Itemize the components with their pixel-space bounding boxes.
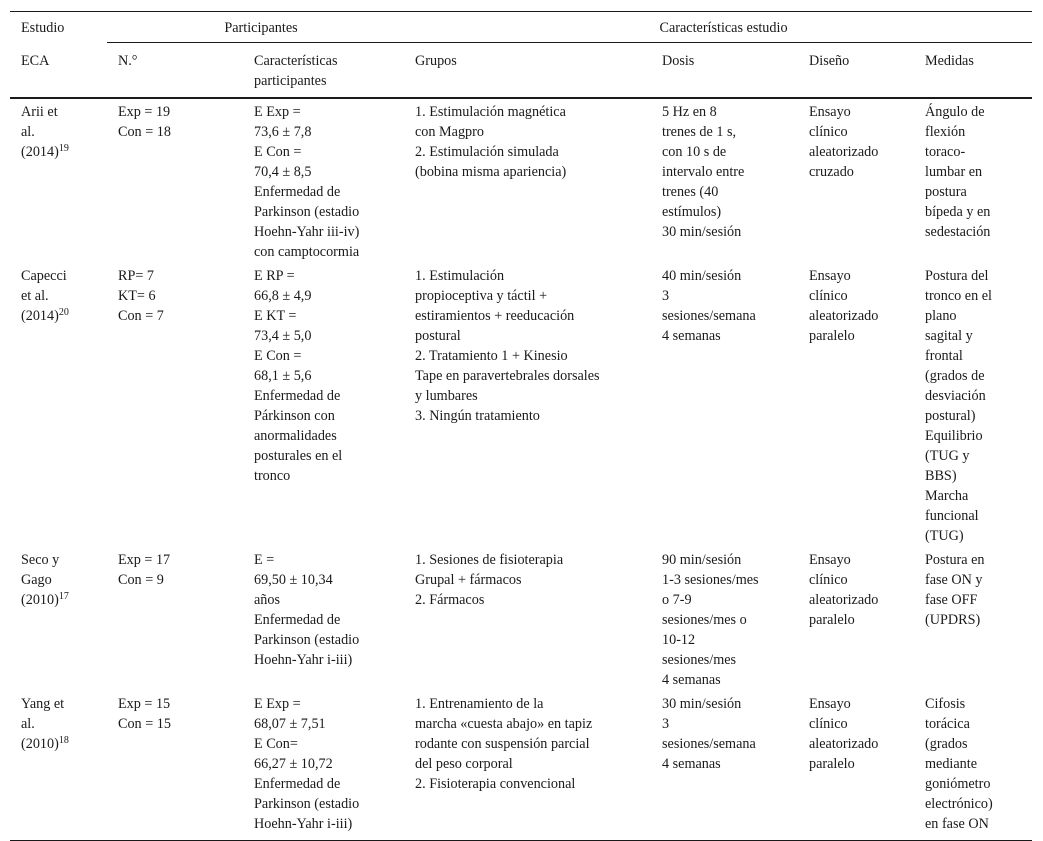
caracteristicas-line: E RP = bbox=[254, 268, 295, 284]
dosis-line: o 7-9 bbox=[662, 592, 692, 608]
caracteristicas-line: Hoehn-Yahr i-iii) bbox=[254, 816, 353, 832]
medidas-line: (TUG y bbox=[925, 448, 970, 464]
grupos-line: 1. Estimulación bbox=[415, 268, 505, 284]
header-dosis: Dosis bbox=[651, 43, 798, 99]
diseno-line: clínico bbox=[809, 716, 848, 732]
medidas-line: torácica bbox=[925, 716, 970, 732]
caracteristicas-line: E Exp = bbox=[254, 696, 301, 712]
table-row bbox=[10, 691, 1032, 841]
caracteristicas-line: tronco bbox=[254, 468, 291, 484]
caracteristicas-line: 70,4 ± 8,5 bbox=[254, 164, 312, 180]
header-medidas: Medidas bbox=[914, 43, 1032, 99]
diseno-line: paralelo bbox=[809, 756, 855, 772]
n-line: KT= 6 bbox=[118, 288, 156, 304]
medidas-line: (TUG) bbox=[925, 528, 964, 544]
medidas-line: Ángulo de bbox=[925, 104, 985, 120]
medidas-line: toraco- bbox=[925, 144, 966, 160]
n-line: Exp = 19 bbox=[118, 104, 171, 120]
header-n: N.° bbox=[107, 43, 243, 99]
grupos-line: postural bbox=[415, 328, 461, 344]
caracteristicas-line: 69,50 ± 10,34 bbox=[254, 572, 333, 588]
grupos-line: 2. Fisioterapia convencional bbox=[415, 776, 576, 792]
diseno-line: clínico bbox=[809, 572, 848, 588]
caracteristicas-line: anormalidades bbox=[254, 428, 337, 444]
caracteristicas-line: E Con = bbox=[254, 348, 302, 364]
studies-table bbox=[10, 11, 1032, 841]
estudio-year-line bbox=[21, 142, 107, 162]
caracteristicas-line: Hoehn-Yahr i-iii) bbox=[254, 652, 353, 668]
dosis-line: intervalo entre bbox=[662, 164, 745, 180]
grupos-line: rodante con suspensión parcial bbox=[415, 736, 590, 752]
diseno-line: cruzado bbox=[809, 164, 854, 180]
dosis-line: con 10 s de bbox=[662, 144, 727, 160]
dosis-line: 5 Hz en 8 bbox=[662, 104, 717, 120]
reference-number: 20 bbox=[58, 307, 69, 318]
estudio-line: Capecci bbox=[21, 268, 67, 284]
medidas-line: fase OFF bbox=[925, 592, 978, 608]
dosis-line: 30 min/sesión bbox=[662, 224, 742, 240]
caracteristicas-line: Párkinson con bbox=[254, 408, 335, 424]
caracteristicas-line: Hoehn-Yahr iii-iv) bbox=[254, 224, 360, 240]
dosis-line: sesiones/semana bbox=[662, 308, 756, 324]
header-diseno: Diseño bbox=[798, 43, 914, 99]
medidas-line: postural) bbox=[925, 408, 976, 424]
medidas-line: desviación bbox=[925, 388, 986, 404]
cell-diseno bbox=[798, 98, 914, 263]
caracteristicas-line: posturales en el bbox=[254, 448, 343, 464]
medidas-line: Marcha bbox=[925, 488, 969, 504]
n-line: Exp = 15 bbox=[118, 696, 171, 712]
caracteristicas-line: Enfermedad de bbox=[254, 184, 341, 200]
table-body bbox=[10, 98, 1032, 841]
medidas-line: fase ON y bbox=[925, 572, 983, 588]
n-line: Con = 9 bbox=[118, 572, 164, 588]
medidas-line: mediante bbox=[925, 756, 977, 772]
dosis-line: 4 semanas bbox=[662, 756, 721, 772]
cell-medidas bbox=[914, 691, 1032, 841]
header-participantes-line: participantes bbox=[254, 73, 327, 89]
header-row-columns bbox=[10, 43, 1032, 99]
medidas-line: postura bbox=[925, 184, 967, 200]
dosis-line: 90 min/sesión bbox=[662, 552, 742, 568]
medidas-line: bípeda y en bbox=[925, 204, 991, 220]
study-year: (2010) bbox=[21, 736, 59, 752]
study-year: (2014) bbox=[21, 308, 59, 324]
caracteristicas-line: Enfermedad de bbox=[254, 776, 341, 792]
header-row-groups bbox=[10, 12, 1032, 43]
medidas-line: Equilibrio bbox=[925, 428, 983, 444]
caracteristicas-line: 68,1 ± 5,6 bbox=[254, 368, 312, 384]
grupos-line: Grupal + fármacos bbox=[415, 572, 522, 588]
cell-grupos bbox=[404, 98, 651, 263]
dosis-line: sesiones/semana bbox=[662, 736, 756, 752]
medidas-line: BBS) bbox=[925, 468, 957, 484]
medidas-line: electrónico) bbox=[925, 796, 993, 812]
cell-medidas bbox=[914, 263, 1032, 547]
medidas-line: plano bbox=[925, 308, 957, 324]
caracteristicas-line: E KT = bbox=[254, 308, 297, 324]
estudio-line: al. bbox=[21, 716, 35, 732]
caracteristicas-line: 73,6 ± 7,8 bbox=[254, 124, 312, 140]
reference-number: 18 bbox=[58, 735, 69, 746]
diseno-line: paralelo bbox=[809, 328, 855, 344]
cell-caracteristicas bbox=[243, 547, 404, 691]
header-estudio: Estudio bbox=[21, 20, 65, 36]
diseno-line: clínico bbox=[809, 288, 848, 304]
dosis-line: sesiones/mes bbox=[662, 652, 737, 668]
cell-dosis bbox=[651, 547, 798, 691]
reference-number: 19 bbox=[58, 143, 69, 154]
n-line: Con = 18 bbox=[118, 124, 171, 140]
grupos-line: marcha «cuesta abajo» en tapiz bbox=[415, 716, 593, 732]
medidas-line: sedestación bbox=[925, 224, 991, 240]
diseno-line: aleatorizado bbox=[809, 736, 879, 752]
study-year: (2010) bbox=[21, 592, 59, 608]
grupos-line: del peso corporal bbox=[415, 756, 513, 772]
cell-grupos bbox=[404, 263, 651, 547]
table-row bbox=[10, 98, 1032, 263]
grupos-line: (bobina misma apariencia) bbox=[415, 164, 567, 180]
caracteristicas-line: 68,07 ± 7,51 bbox=[254, 716, 326, 732]
estudio-line: al. bbox=[21, 124, 35, 140]
cell-estudio bbox=[10, 263, 107, 547]
medidas-line: tronco en el bbox=[925, 288, 992, 304]
grupos-line: propioceptiva y táctil + bbox=[415, 288, 548, 304]
estudio-year-line bbox=[21, 590, 107, 610]
grupos-line: y lumbares bbox=[415, 388, 478, 404]
grupos-line: 2. Tratamiento 1 + Kinesio bbox=[415, 348, 568, 364]
diseno-line: aleatorizado bbox=[809, 592, 879, 608]
cell-estudio bbox=[10, 691, 107, 841]
diseno-line: Ensayo bbox=[809, 104, 851, 120]
table-row bbox=[10, 263, 1032, 547]
dosis-line: 4 semanas bbox=[662, 328, 721, 344]
caracteristicas-line: 73,4 ± 5,0 bbox=[254, 328, 312, 344]
diseno-line: Ensayo bbox=[809, 552, 851, 568]
study-year: (2014) bbox=[21, 144, 59, 160]
cell-diseno bbox=[798, 547, 914, 691]
medidas-line: goniómetro bbox=[925, 776, 991, 792]
header-caracteristicas-line: Características bbox=[254, 53, 338, 69]
cell-caracteristicas bbox=[243, 691, 404, 841]
dosis-line: trenes (40 bbox=[662, 184, 719, 200]
cell-n bbox=[107, 98, 243, 263]
cell-diseno bbox=[798, 691, 914, 841]
cell-caracteristicas bbox=[243, 98, 404, 263]
grupos-line: 1. Entrenamiento de la bbox=[415, 696, 544, 712]
cell-dosis bbox=[651, 263, 798, 547]
reference-number: 17 bbox=[58, 591, 69, 602]
grupos-line: 2. Fármacos bbox=[415, 592, 485, 608]
medidas-line: frontal bbox=[925, 348, 963, 364]
n-line: Exp = 17 bbox=[118, 552, 171, 568]
diseno-line: clínico bbox=[809, 124, 848, 140]
medidas-line: funcional bbox=[925, 508, 979, 524]
dosis-line: 3 bbox=[662, 716, 670, 732]
cell-dosis bbox=[651, 98, 798, 263]
medidas-line: (UPDRS) bbox=[925, 612, 981, 628]
grupos-line: 3. Ningún tratamiento bbox=[415, 408, 540, 424]
cell-grupos bbox=[404, 691, 651, 841]
dosis-line: 40 min/sesión bbox=[662, 268, 742, 284]
estudio-year-line bbox=[21, 306, 107, 326]
caracteristicas-line: Enfermedad de bbox=[254, 388, 341, 404]
cell-dosis bbox=[651, 691, 798, 841]
cell-n bbox=[107, 691, 243, 841]
dosis-line: 1-3 sesiones/mes bbox=[662, 572, 759, 588]
dosis-line: 3 bbox=[662, 288, 670, 304]
estudio-line: Yang et bbox=[21, 696, 65, 712]
medidas-line: Cifosis bbox=[925, 696, 966, 712]
medidas-line: flexión bbox=[925, 124, 966, 140]
dosis-line: trenes de 1 s, bbox=[662, 124, 737, 140]
header-caracteristicas-estudio: Características estudio bbox=[404, 12, 1032, 43]
estudio-line: et al. bbox=[21, 288, 49, 304]
medidas-line: (grados bbox=[925, 736, 968, 752]
medidas-line: Postura en bbox=[925, 552, 985, 568]
cell-medidas bbox=[914, 98, 1032, 263]
caracteristicas-line: Parkinson (estadio bbox=[254, 204, 360, 220]
cell-n bbox=[107, 263, 243, 547]
estudio-line: Arii et bbox=[21, 104, 58, 120]
medidas-line: sagital y bbox=[925, 328, 973, 344]
cell-caracteristicas bbox=[243, 263, 404, 547]
cell-n bbox=[107, 547, 243, 691]
cell-estudio bbox=[10, 98, 107, 263]
header-grupos: Grupos bbox=[404, 43, 651, 99]
table-row bbox=[10, 547, 1032, 691]
grupos-line: con Magpro bbox=[415, 124, 484, 140]
medidas-line: (grados de bbox=[925, 368, 985, 384]
header-eca: ECA bbox=[10, 43, 107, 99]
cell-diseno bbox=[798, 263, 914, 547]
diseno-line: Ensayo bbox=[809, 696, 851, 712]
grupos-line: 2. Estimulación simulada bbox=[415, 144, 559, 160]
medidas-line: en fase ON bbox=[925, 816, 989, 832]
diseno-line: paralelo bbox=[809, 612, 855, 628]
caracteristicas-line: E = bbox=[254, 552, 275, 568]
grupos-line: 1. Estimulación magnética bbox=[415, 104, 566, 120]
grupos-line: estiramientos + reeducación bbox=[415, 308, 575, 324]
caracteristicas-line: Parkinson (estadio bbox=[254, 632, 360, 648]
dosis-line: estímulos) bbox=[662, 204, 722, 220]
medidas-line: Postura del bbox=[925, 268, 989, 284]
dosis-line: 4 semanas bbox=[662, 672, 721, 688]
medidas-line: lumbar en bbox=[925, 164, 983, 180]
estudio-year-line bbox=[21, 734, 107, 754]
caracteristicas-line: Parkinson (estadio bbox=[254, 796, 360, 812]
grupos-line: Tape en paravertebrales dorsales bbox=[415, 368, 600, 384]
n-line: RP= 7 bbox=[118, 268, 154, 284]
dosis-line: 30 min/sesión bbox=[662, 696, 742, 712]
n-line: Con = 7 bbox=[118, 308, 164, 324]
caracteristicas-line: 66,8 ± 4,9 bbox=[254, 288, 312, 304]
estudio-line: Seco y bbox=[21, 552, 60, 568]
n-line: Con = 15 bbox=[118, 716, 171, 732]
caracteristicas-line: E Con = bbox=[254, 144, 302, 160]
diseno-line: aleatorizado bbox=[809, 308, 879, 324]
caracteristicas-line: 66,27 ± 10,72 bbox=[254, 756, 333, 772]
caracteristicas-line: E Con= bbox=[254, 736, 298, 752]
dosis-line: sesiones/mes o bbox=[662, 612, 747, 628]
caracteristicas-line: años bbox=[254, 592, 281, 608]
dosis-line: 10-12 bbox=[662, 632, 696, 648]
cell-medidas bbox=[914, 547, 1032, 691]
estudio-line: Gago bbox=[21, 572, 52, 588]
cell-estudio bbox=[10, 547, 107, 691]
grupos-line: 1. Sesiones de fisioterapia bbox=[415, 552, 564, 568]
diseno-line: Ensayo bbox=[809, 268, 851, 284]
cell-grupos bbox=[404, 547, 651, 691]
caracteristicas-line: Enfermedad de bbox=[254, 612, 341, 628]
header-caracteristicas-participantes bbox=[243, 43, 404, 99]
header-participantes: Participantes bbox=[107, 12, 404, 43]
caracteristicas-line: E Exp = bbox=[254, 104, 301, 120]
diseno-line: aleatorizado bbox=[809, 144, 879, 160]
caracteristicas-line: con camptocormia bbox=[254, 244, 360, 260]
